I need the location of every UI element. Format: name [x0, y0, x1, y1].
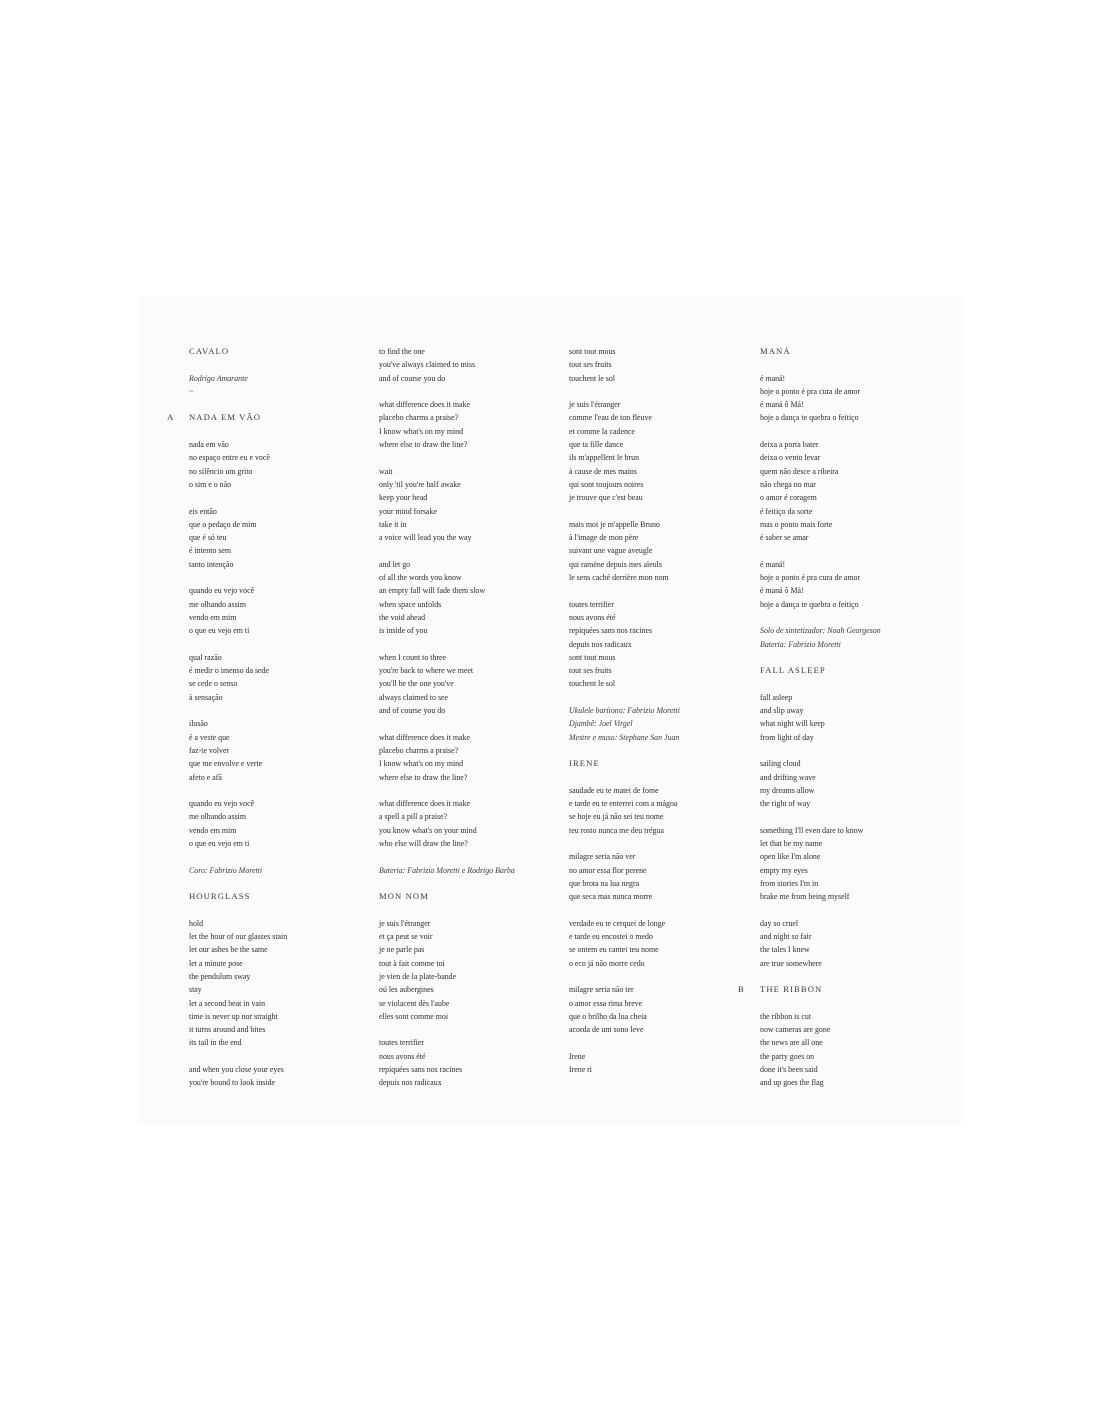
lyric-line: qui sont toujours noires: [569, 479, 644, 489]
credit-line: Mestre e muso: Stephane San Juan: [569, 732, 680, 742]
credit-line: Solo de sintetizador: Noah Georgeson: [760, 626, 881, 636]
lyric-line: tanto intenção: [189, 559, 234, 569]
lyric-line: sont tout mous: [569, 652, 616, 662]
stanza: [760, 917, 950, 970]
stanza: [379, 917, 569, 1023]
lyric-line: now cameras are gone: [760, 1025, 831, 1035]
lyric-line: fall asleep: [760, 692, 793, 702]
lyric-line: no silêncio um grito: [189, 466, 253, 476]
lyric-line: o sim e o não: [189, 479, 232, 489]
lyric-line: é a veste que: [189, 732, 230, 742]
lyric-line: a spell a pill a praise?: [379, 812, 448, 822]
stanza: [379, 398, 569, 451]
lyric-line: vendo em mim: [189, 825, 237, 835]
lyric-line: keep your head: [379, 493, 428, 503]
credit-line: Coro: Fabrizio Moretti: [189, 865, 263, 875]
lyric-line: je suis l'étranger: [379, 918, 431, 928]
lyric-line: let our ashes be the same: [189, 945, 268, 955]
stanza: [760, 438, 950, 544]
song-title-text: HOURGLASS: [189, 891, 251, 902]
lyric-line: where else to draw the line?: [379, 440, 468, 450]
lyric-line: let the hour of our glasses stain: [189, 932, 288, 942]
song-title: [189, 345, 379, 358]
lyrics-column-2: [379, 345, 569, 1103]
lyric-line: and drifting wave: [760, 772, 816, 782]
lyric-line: nada em vão: [189, 440, 229, 450]
lyric-line: and night so fair: [760, 932, 812, 942]
lyric-line: oú les aubergines: [379, 985, 434, 995]
lyric-line: é feitiço da sorte: [760, 506, 813, 516]
lyric-line: no espaço entre eu e você: [189, 453, 270, 463]
song-title-text: FALL ASLEEP: [760, 665, 826, 676]
lyric-line: done it's been said: [760, 1065, 818, 1075]
lyric-line: que seca mas nunca morre: [569, 892, 653, 902]
lyric-line: et ça peut se voir: [379, 932, 433, 942]
lyric-line: à cause de mes mains: [569, 466, 637, 476]
lyric-line: who else will draw the line?: [379, 838, 468, 848]
lyric-line: and when you close your eyes: [189, 1065, 284, 1075]
lyric-line: o eco já não morre cedo: [569, 958, 645, 968]
lyric-line: teu rosto nunca me deu trégua: [569, 825, 664, 835]
lyric-line: se ontem eu cantei teu nome: [569, 945, 659, 955]
lyric-line: is inside of you: [379, 626, 428, 636]
lyric-line: je ne parle pas: [379, 945, 425, 955]
song-title: [738, 983, 950, 996]
lyric-line: e tarde eu encostei o medo: [569, 932, 653, 942]
lyric-line: é medir o imenso da sede: [189, 666, 269, 676]
lyric-line: é intento sem: [189, 546, 232, 556]
lyric-line: toutes terrifier: [569, 599, 614, 609]
lyric-line: milagre seria não ver: [569, 852, 636, 862]
lyric-line: e tarde eu te enterrei com a mágoa: [569, 799, 678, 809]
lyric-line: only 'til you're half awake: [379, 479, 461, 489]
lyric-line: é saber se amar: [760, 533, 809, 543]
stanza: [760, 691, 950, 744]
lyric-line: I know what's on my mind: [379, 426, 464, 436]
lyric-line: je suis l'étranger: [569, 400, 621, 410]
lyric-line: stay: [189, 985, 202, 995]
song-title: [760, 345, 950, 358]
lyric-line: é maná ô Má!: [760, 400, 804, 410]
lyric-line: à sensação: [189, 692, 223, 702]
song-title-text: MANÁ: [760, 346, 791, 356]
lyric-line: le sens caché derrière mon nom: [569, 573, 669, 583]
lyric-line: the void ahead: [379, 612, 426, 622]
song-title: [569, 757, 759, 770]
song-title: [379, 890, 569, 903]
lyric-line: é maná ô Má!: [760, 586, 804, 596]
lyric-line: time is never up nor straight: [189, 1011, 278, 1021]
lyric-line: vendo em mim: [189, 612, 237, 622]
lyric-line: are true somewhere: [760, 958, 822, 968]
lyric-line: let a second beat in vain: [189, 998, 266, 1008]
lyric-line: depuis nos radicaux: [379, 1078, 442, 1088]
lyric-line: suivant une vague aveugle: [569, 546, 653, 556]
song-title-text: MON NOM: [379, 891, 429, 902]
lyric-line: Irene ri: [569, 1065, 592, 1075]
lyric-line: mais moi je m'appelle Bruno: [569, 519, 660, 529]
credit-line: Djambê: Joel Virgel: [569, 719, 633, 729]
lyric-line: tout ses fruits: [569, 666, 612, 676]
lyric-line: and up goes the flag: [760, 1078, 824, 1088]
lyric-line: o amor é coragem: [760, 493, 817, 503]
lyric-line: depuis nos radicaux: [569, 639, 632, 649]
lyric-line: to find the one: [379, 347, 425, 356]
lyric-line: from stories I'm in: [760, 878, 819, 888]
lyric-line: à l'image de mon père: [569, 533, 639, 543]
lyric-line: the party goes on: [760, 1051, 815, 1061]
stanza: [760, 824, 950, 904]
lyric-line: que é só teu: [189, 533, 227, 543]
stanza: [379, 558, 569, 638]
lyric-line: the right of way: [760, 799, 811, 809]
lyric-line: what difference does it make: [379, 400, 470, 410]
lyric-line: wait: [379, 466, 393, 476]
lyric-line: let a minute pose: [189, 958, 243, 968]
stanza: [379, 1036, 569, 1089]
lyric-line: its tail in the end: [189, 1038, 242, 1048]
lyric-line: touchent le sol: [569, 679, 616, 689]
lyric-line: you'll be the one you've: [379, 679, 454, 689]
lyric-line: hoje a dança te quebra o feitiço: [760, 413, 859, 423]
lyric-line: afeto e afã: [189, 772, 222, 782]
lyric-line: touchent le sol: [569, 373, 616, 383]
lyric-line: milagre seria não ter: [569, 985, 634, 995]
lyric-line: quem não desce a ribeira: [760, 466, 839, 476]
stanza: [189, 917, 379, 1050]
lyric-line: nous avons été: [379, 1051, 426, 1061]
lyric-line: from light of day: [760, 732, 814, 742]
lyric-line: open like I'm alone: [760, 852, 821, 862]
lyric-line: comme l'eau de ton fleuve: [569, 413, 652, 423]
lyric-line: what difference does it make: [379, 732, 470, 742]
lyric-line: the tales I knew: [760, 945, 810, 955]
lyric-line: repiquées sans nos racines: [379, 1065, 463, 1075]
lyric-line: and let go: [379, 559, 411, 569]
stanza: [189, 584, 379, 637]
lyric-line: je vien de la plate-bande: [379, 971, 457, 981]
stanza: [189, 438, 379, 491]
lyric-line: when I count to three: [379, 652, 447, 662]
lyric-line: se hoje eu já não sei teu nome: [569, 812, 664, 822]
lyric-line: hold: [189, 918, 204, 928]
lyric-line: toutes terrifier: [379, 1038, 424, 1048]
lyric-line: tout ses fruits: [569, 360, 612, 370]
lyric-line: the ribbon is cut: [760, 1011, 812, 1021]
lyric-line: no amor essa flor perene: [569, 865, 647, 875]
stanza: [760, 558, 950, 611]
lyric-line: mas o ponto mais forte: [760, 519, 833, 529]
lyric-line: my dreams allow: [760, 785, 815, 795]
song-title-text: THE RIBBON: [760, 984, 823, 995]
lyric-line: what night will keep: [760, 719, 825, 729]
lyric-line: qui ramène depuis mes aïeuls: [569, 559, 662, 569]
lyric-line: brake me from being myself: [760, 892, 850, 902]
section-divider: ~: [189, 386, 194, 396]
lyric-line: me olhando assim: [189, 599, 246, 609]
stanza: [569, 1050, 759, 1077]
stanza: [189, 1063, 379, 1090]
credits: [760, 624, 950, 651]
lyrics-column-1: [167, 345, 379, 1103]
lyric-line: and of course you do: [379, 373, 446, 383]
credit-line: Rodrigo Amarante: [189, 373, 248, 383]
stanza: [569, 917, 759, 970]
lyric-line: tout à fait comme toi: [379, 958, 445, 968]
lyric-line: o amor essa rima breve: [569, 998, 643, 1008]
lyric-line: me olhando assim: [189, 812, 246, 822]
lyric-line: je trouve que c'est beau: [569, 493, 643, 503]
lyric-line: que brota na lua negra: [569, 878, 640, 888]
lyric-line: deixa a porta bater: [760, 440, 819, 450]
credit-line: Ukulele barítono: Fabrizio Moretti: [569, 706, 680, 716]
lyric-line: ils m'appellent le brun: [569, 453, 640, 463]
lyric-line: verdade eu te cerquei de longe: [569, 918, 666, 928]
lyric-line: faz-te volver: [189, 745, 230, 755]
lyric-line: your mind forsake: [379, 506, 437, 516]
stanza: [189, 651, 379, 704]
lyric-line: day so cruel: [760, 918, 799, 928]
song-title: [189, 890, 379, 903]
lyric-line: eis então: [189, 506, 217, 516]
stanza: [569, 850, 759, 903]
lyric-line: of all the words you know: [379, 573, 462, 583]
lyrics-column-3: [569, 345, 759, 1090]
lyric-line: Irene: [569, 1051, 586, 1061]
song-title: [167, 411, 379, 424]
lyric-line: se cede o senso: [189, 679, 238, 689]
credit-line: Bateria: Fabrizio Moretti e Rodrigo Barba: [379, 865, 515, 875]
stanza: [760, 757, 950, 810]
lyric-line: saudade eu te matei de fome: [569, 785, 659, 795]
lyric-line: empty my eyes: [760, 865, 808, 875]
lyric-line: placebo charms a praise?: [379, 745, 459, 755]
lyric-line: an empty fall will fade them slow: [379, 586, 486, 596]
lyric-line: é maná!: [760, 373, 786, 383]
song-title: [760, 664, 950, 677]
lyric-line: hoje a dança te quebra o feitiço: [760, 599, 859, 609]
song-title-text: NADA EM VÃO: [189, 412, 262, 423]
lyric-line: deixa o vento levar: [760, 453, 821, 463]
lyric-line: é maná!: [760, 559, 786, 569]
credits: [379, 864, 569, 877]
lyric-line: a voice will lead you the way: [379, 533, 472, 543]
lyric-line: the pendulum sway: [189, 971, 251, 981]
lyrics-column-4: [738, 345, 950, 1103]
lyric-line: acorda de um sono leve: [569, 1025, 644, 1035]
lyric-line: quando eu vejo você: [189, 799, 255, 809]
credits: [569, 704, 759, 744]
lyric-line: the news are all one: [760, 1038, 823, 1048]
stanza: [189, 505, 379, 571]
lyric-line: ilusão: [189, 719, 208, 729]
side-marker: A: [167, 412, 174, 423]
lyric-line: se violacent dès l'aube: [379, 998, 450, 1008]
stanza: [379, 345, 569, 385]
lyric-line: et comme la cadence: [569, 426, 635, 436]
lyric-line: não chega no mar: [760, 479, 816, 489]
lyric-line: quando eu vejo você: [189, 586, 255, 596]
lyric-line: o que eu vejo em ti: [189, 838, 250, 848]
stanza: [189, 797, 379, 850]
lyric-line: always claimed to see: [379, 692, 449, 702]
stanza: [760, 1010, 950, 1090]
lyric-line: I know what's on my mind: [379, 759, 464, 769]
stanza: [569, 518, 759, 584]
lyric-line: you're bound to look inside: [189, 1078, 276, 1088]
lyric-line: nous avons été: [569, 612, 616, 622]
lyric-line: hoje o ponto é pra cura de amor: [760, 573, 861, 583]
lyric-line: it turns around and bites: [189, 1025, 266, 1035]
lyric-line: hoje o ponto é pra cura de amor: [760, 386, 861, 396]
lyric-line: que o pedaço de mim: [189, 519, 257, 529]
lyric-line: que me envolve e verte: [189, 759, 263, 769]
lyric-line: elles sont comme moi: [379, 1011, 449, 1021]
lyric-line: when space unfolds: [379, 599, 442, 609]
lyric-line: qual razão: [189, 652, 222, 662]
lyric-line: repiquées sans nos racines: [569, 626, 653, 636]
lyric-line: sont tout mous: [569, 347, 616, 356]
lyric-line: take it in: [379, 519, 407, 529]
lyric-line: let that be my name: [760, 838, 823, 848]
credits: [189, 864, 379, 877]
lyric-line: placebo charms a praise?: [379, 413, 459, 423]
lyric-line: and slip away: [760, 706, 804, 716]
stanza: [379, 465, 569, 545]
credits: [189, 372, 379, 385]
stanza: [569, 345, 759, 385]
stanza: [760, 372, 950, 425]
stanza: [189, 717, 379, 783]
lyric-line: where else to draw the line?: [379, 772, 468, 782]
lyric-line: que o brilho da lua cheia: [569, 1011, 647, 1021]
stanza: [379, 731, 569, 784]
lyric-line: sailing cloud: [760, 759, 801, 769]
stanza: [569, 598, 759, 691]
lyric-line: something I'll even dare to know: [760, 825, 864, 835]
stanza: [569, 784, 759, 837]
stanza: [569, 983, 759, 1036]
lyric-line: what difference does it make: [379, 799, 470, 809]
lyric-line: you know what's on your mind: [379, 825, 477, 835]
credit-line: Bateria: Fabrizio Moretti: [760, 639, 841, 649]
lyric-line: o que eu vejo em ti: [189, 626, 250, 636]
side-marker: B: [738, 984, 744, 995]
stanza: [379, 651, 569, 717]
lyric-line: and of course you do: [379, 706, 446, 716]
lyric-line: you've always claimed to miss: [379, 360, 476, 370]
lyric-line: que ta fille dance: [569, 440, 624, 450]
song-title-text: CAVALO: [189, 346, 230, 356]
song-title-text: IRENE: [569, 758, 600, 769]
stanza: [569, 398, 759, 504]
stanza: [379, 797, 569, 850]
lyric-line: you're back to where we meet: [379, 666, 474, 676]
